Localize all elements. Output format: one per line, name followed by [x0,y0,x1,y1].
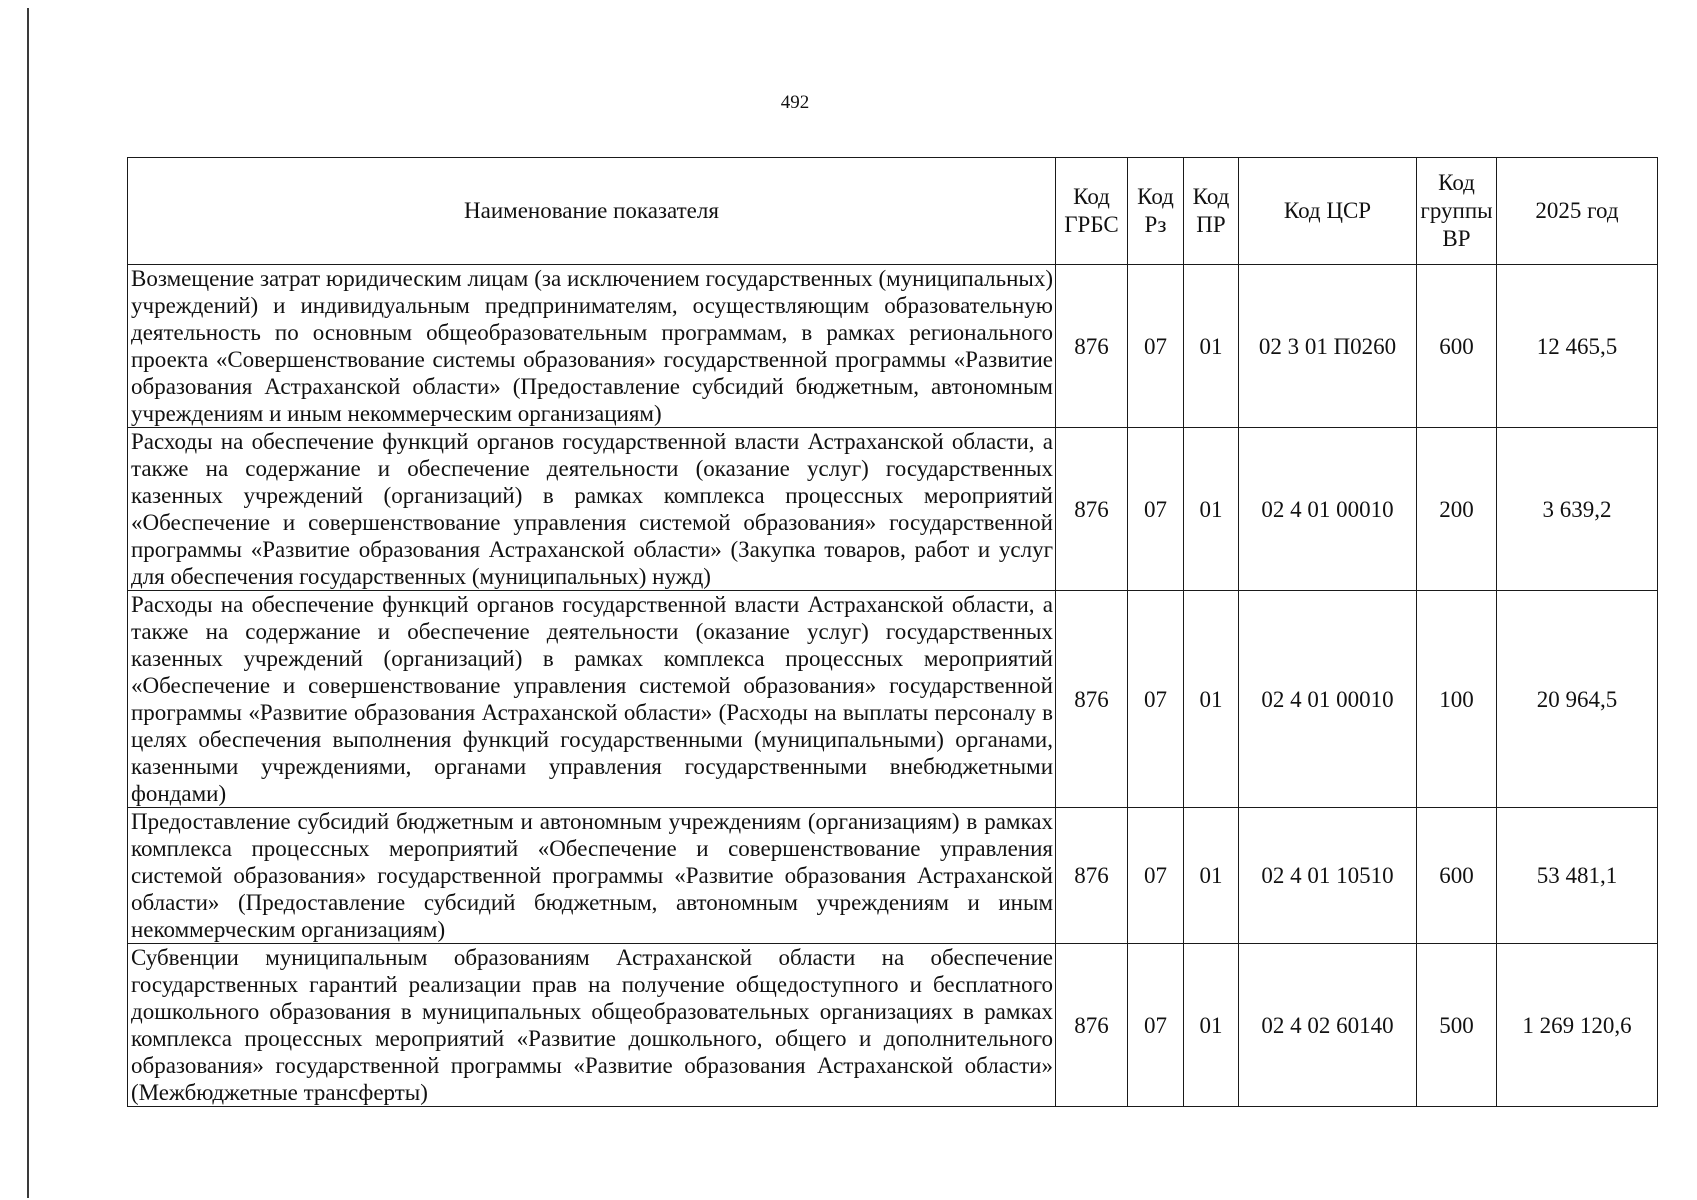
row-rz: 07 [1128,428,1184,591]
header-pr: Код ПР [1184,158,1239,265]
row-name: Предоставление субсидий бюджетным и автономным учреждениям (организациям) в рамках комплекса процессных мероприятий «Обеспечение и совершенствование управления системой образования» государственной программы «Развитие образования Астраханской области» (Предоставление субсидий бюджетным, автономным учреждениям и иным некоммерческим организациям) [128,808,1056,944]
row-csr: 02 4 01 00010 [1239,591,1417,808]
row-rz: 07 [1128,591,1184,808]
row-amount: 3 639,2 [1497,428,1658,591]
row-grbs: 876 [1056,428,1128,591]
scan-edge-line [27,8,29,1198]
page-number: 492 [780,92,810,113]
row-csr: 02 3 01 П0260 [1239,265,1417,428]
table-header-row [128,158,1658,265]
header-name: Наименование показателя [128,158,1056,265]
row-csr: 02 4 01 10510 [1239,808,1417,944]
row-rz: 07 [1128,265,1184,428]
row-name: Возмещение затрат юридическим лицам (за исключением государственных (муниципальных) учреждений) и индивидуальным предпринимателям, осуществляющим образовательную деятельность по основным общеобразовательным программам, в рамках регионального проекта «Совершенствование системы образования» государственной программы «Развитие образования Астраханской области» (Предоставление субсидий бюджетным, автономным учреждениям и иным некоммерческим организациям) [128,265,1056,428]
row-grbs: 876 [1056,808,1128,944]
row-rz: 07 [1128,944,1184,1107]
table-row [128,428,1658,591]
table-row [128,265,1658,428]
budget-table [127,157,1658,1107]
row-amount: 20 964,5 [1497,591,1658,808]
row-grbs: 876 [1056,944,1128,1107]
row-name: Субвенции муниципальным образованиям Астраханской области на обеспечение государственных гарантий реализации прав на получение общедоступного и бесплатного дошкольного образования в муниципальных общеобразовательных организациях в рамках комплекса процессных мероприятий «Развитие дошкольного, общего и дополнительного образования» государственной программы «Развитие образования Астраханской области» (Межбюджетные трансферты) [128,944,1056,1107]
header-vr: Код группы ВР [1417,158,1497,265]
row-pr: 01 [1184,591,1239,808]
row-vr: 500 [1417,944,1497,1107]
row-vr: 200 [1417,428,1497,591]
row-amount: 1 269 120,6 [1497,944,1658,1107]
row-pr: 01 [1184,428,1239,591]
row-grbs: 876 [1056,591,1128,808]
row-amount: 53 481,1 [1497,808,1658,944]
table-row [128,808,1658,944]
row-rz: 07 [1128,808,1184,944]
header-year: 2025 год [1497,158,1658,265]
row-pr: 01 [1184,944,1239,1107]
table-row [128,944,1658,1107]
row-amount: 12 465,5 [1497,265,1658,428]
row-csr: 02 4 01 00010 [1239,428,1417,591]
row-vr: 100 [1417,591,1497,808]
header-csr: Код ЦСР [1239,158,1417,265]
row-pr: 01 [1184,265,1239,428]
table-row [128,591,1658,808]
row-name: Расходы на обеспечение функций органов государственной власти Астраханской области, а также на содержание и обеспечение деятельности (оказание услуг) государственных казенных учреждений (организаций) в рамках комплекса процессных мероприятий «Обеспечение и совершенствование управления системой образования» государственной программы «Развитие образования Астраханской области» (Расходы на выплаты персоналу в целях обеспечения выполнения функций государственными (муниципальными) органами, казенными учреждениями, органами управления государственными внебюджетными фондами) [128,591,1056,808]
header-rz: Код Рз [1128,158,1184,265]
header-grbs: Код ГРБС [1056,158,1128,265]
row-pr: 01 [1184,808,1239,944]
row-grbs: 876 [1056,265,1128,428]
row-vr: 600 [1417,808,1497,944]
row-name: Расходы на обеспечение функций органов государственной власти Астраханской области, а также на содержание и обеспечение деятельности (оказание услуг) государственных казенных учреждений (организаций) в рамках комплекса процессных мероприятий «Обеспечение и совершенствование управления системой образования» государственной программы «Развитие образования Астраханской области» (Закупка товаров, работ и услуг для обеспечения государственных (муниципальных) нужд) [128,428,1056,591]
row-vr: 600 [1417,265,1497,428]
row-csr: 02 4 02 60140 [1239,944,1417,1107]
